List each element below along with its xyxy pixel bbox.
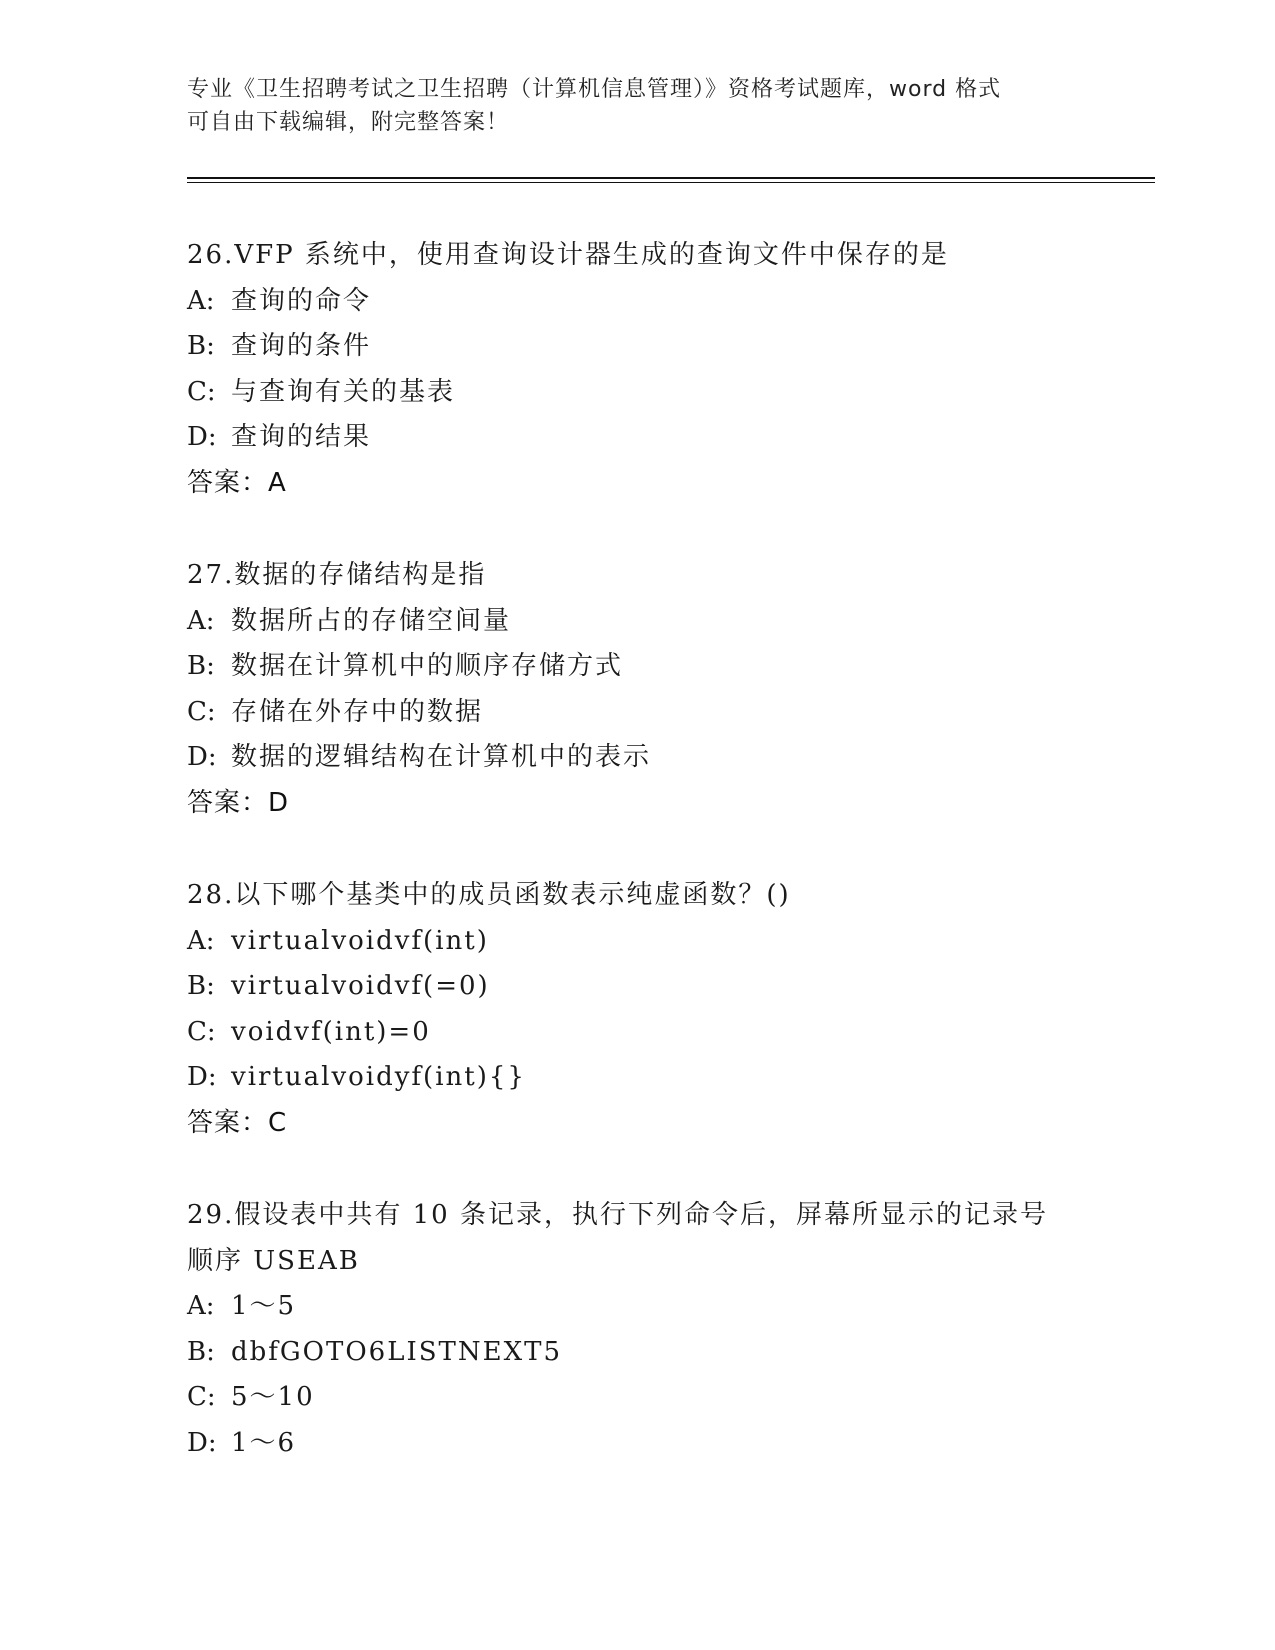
option-letter: D:: [187, 422, 217, 452]
option-a: [187, 919, 1147, 965]
option-a: [187, 1284, 1147, 1330]
option-a: [187, 279, 1147, 325]
option-letter: A:: [187, 605, 215, 636]
document-header: [187, 73, 1087, 139]
option-text: 数据在计算机中的顺序存储方式: [231, 651, 624, 681]
answer-line: 答案：D: [187, 787, 290, 818]
option-b: [187, 964, 1147, 1010]
option-text: voidvf(int)=0: [231, 1016, 431, 1047]
option-letter: D:: [187, 1427, 217, 1458]
answer-line: 答案：C: [187, 1107, 288, 1138]
header-rule-thin: [187, 182, 1155, 183]
option-c: [187, 370, 1147, 416]
option-text: 查询的条件: [231, 331, 372, 361]
option-letter: C:: [187, 696, 216, 727]
header-line-1: 专业《卫生招聘考试之卫生招聘（计算机信息管理）》资格考试题库，word 格式: [187, 77, 1002, 102]
option-text: 查询的结果: [231, 422, 372, 452]
question-gap: [187, 506, 1147, 553]
option-text: 数据的逻辑结构在计算机中的表示: [231, 742, 652, 772]
option-d: [187, 735, 1147, 781]
option-letter: D:: [187, 742, 217, 772]
option-letter: A:: [187, 925, 215, 956]
header-rule-thick: [187, 177, 1155, 179]
option-text: virtualvoidvf(=0): [231, 971, 490, 1001]
option-text: dbfGOTO6LISTNEXT5: [231, 1336, 563, 1367]
option-a: [187, 599, 1147, 645]
option-letter: B:: [187, 1336, 215, 1367]
question-gap: [187, 826, 1147, 873]
question-gap: [187, 1146, 1147, 1193]
question-stem: 26.VFP 系统中，使用查询设计器生成的查询文件中保存的是: [187, 240, 949, 270]
option-text: virtualvoidvf(int): [231, 925, 489, 956]
option-text: 查询的命令: [231, 285, 372, 316]
question-stem: 28.以下哪个基类中的成员函数表示纯虚函数？(): [187, 880, 791, 910]
option-c: [187, 1375, 1147, 1421]
option-c: [187, 690, 1147, 736]
question-stem-continued: 顺序 USEAB: [187, 1245, 360, 1276]
option-letter: B:: [187, 331, 215, 361]
option-b: [187, 324, 1147, 370]
option-text: 存储在外存中的数据: [231, 696, 484, 727]
question-27: [187, 553, 1147, 826]
option-d: [187, 1055, 1147, 1101]
option-letter: A:: [187, 285, 215, 316]
question-list: [187, 233, 1147, 1466]
option-b: [187, 644, 1147, 690]
option-c: [187, 1010, 1147, 1056]
option-text: 数据所占的存储空间量: [231, 605, 512, 636]
option-letter: B:: [187, 971, 215, 1001]
header-line-2: 可自由下载编辑，附完整答案！: [187, 110, 510, 135]
answer-line: 答案：A: [187, 467, 287, 498]
option-letter: C:: [187, 376, 216, 407]
option-letter: B:: [187, 651, 215, 681]
option-text: 与查询有关的基表: [231, 376, 456, 407]
option-letter: C:: [187, 1016, 216, 1047]
option-letter: C:: [187, 1382, 216, 1412]
option-d: [187, 415, 1147, 461]
option-d: [187, 1421, 1147, 1467]
question-28: [187, 873, 1147, 1146]
question-stem: 27.数据的存储结构是指: [187, 560, 487, 590]
option-letter: A:: [187, 1291, 215, 1321]
option-b: [187, 1330, 1147, 1376]
question-stem: 29.假设表中共有 10 条记录，执行下列命令后，屏幕所显示的记录号: [187, 1200, 1048, 1230]
option-text: 1～5: [231, 1291, 297, 1321]
question-26: [187, 233, 1147, 506]
option-letter: D:: [187, 1062, 217, 1092]
option-text: 5～10: [231, 1382, 315, 1412]
question-29: [187, 1193, 1147, 1466]
option-text: 1～6: [231, 1427, 297, 1458]
option-text: virtualvoidyf(int){}: [231, 1062, 526, 1092]
